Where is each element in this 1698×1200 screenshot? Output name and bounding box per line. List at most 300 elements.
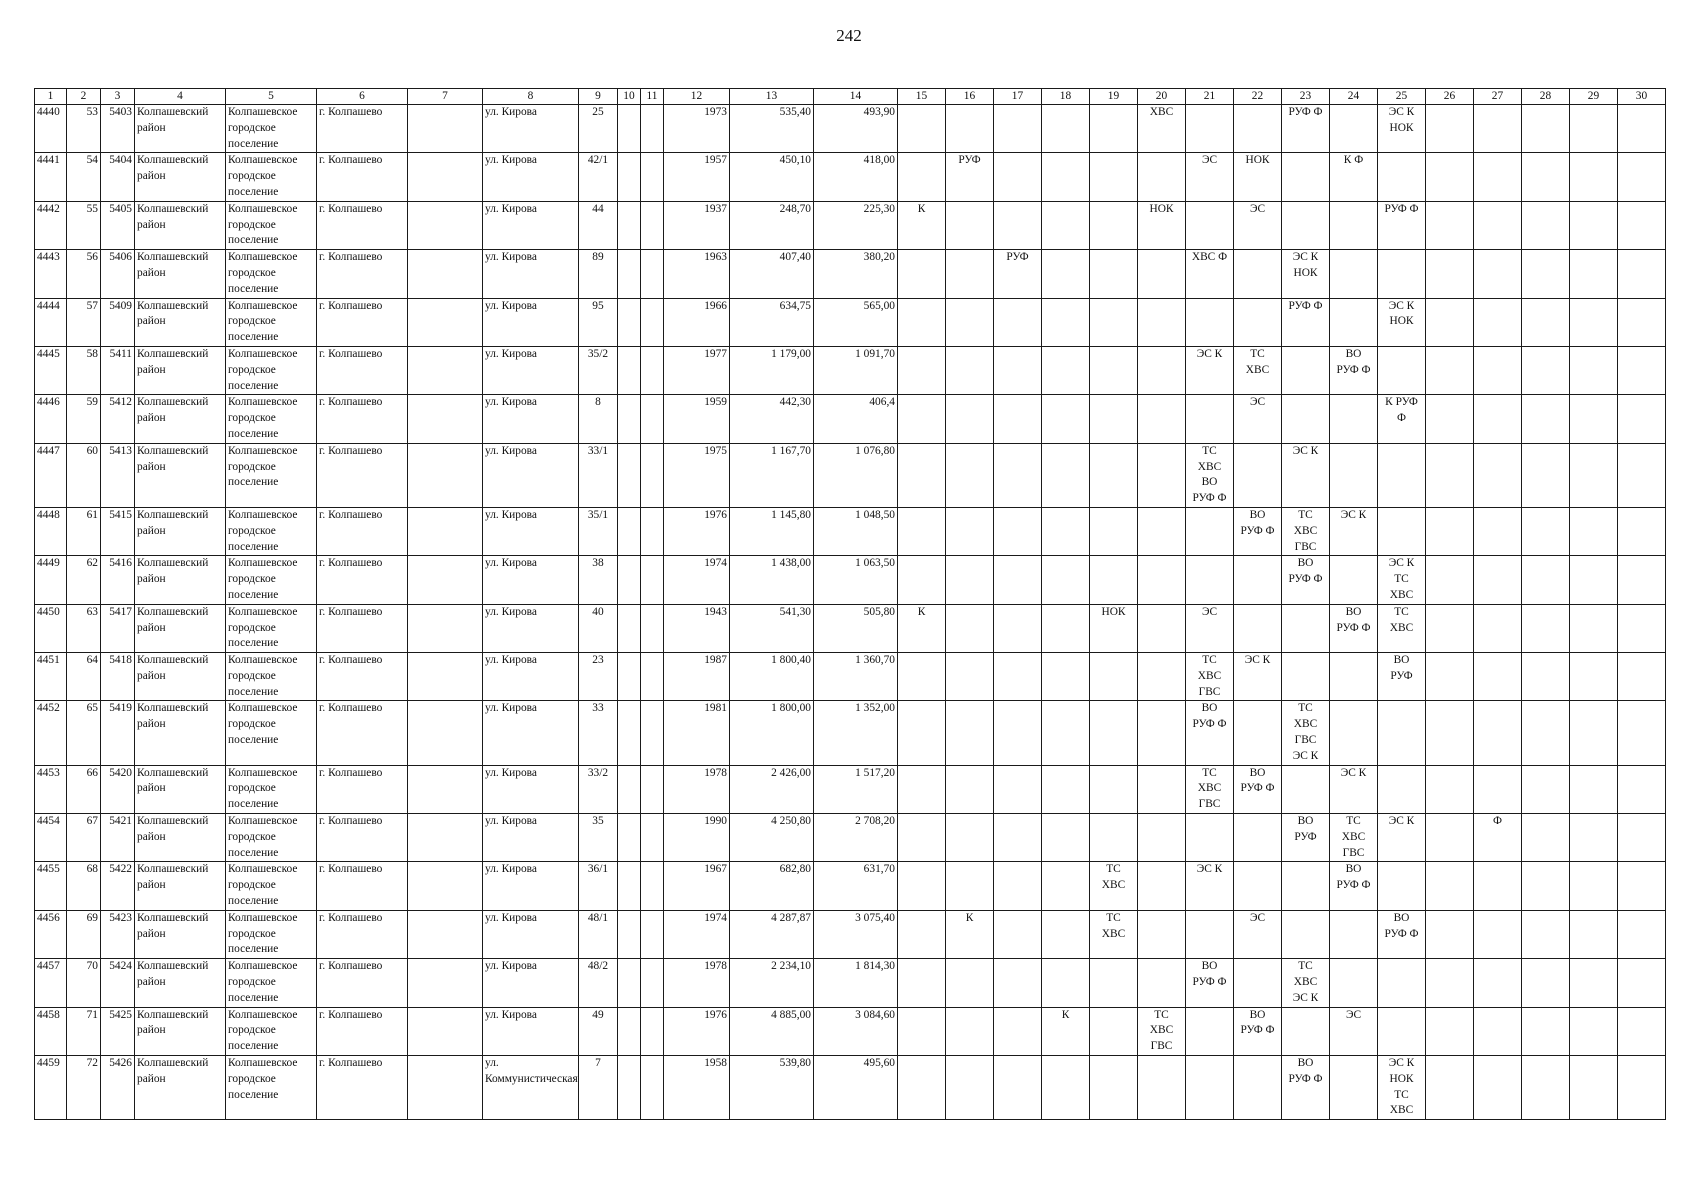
- column-header-15: 15: [898, 89, 946, 105]
- cell-value: 40: [592, 605, 604, 618]
- cell-value: 54: [86, 154, 98, 167]
- table-cell-col-3: [101, 507, 135, 555]
- cell-value: 95: [592, 299, 604, 312]
- cell-value: ВО РУФ Ф: [1384, 911, 1419, 940]
- table-cell-col-21: [1186, 201, 1234, 249]
- table-cell-col-26: [1426, 346, 1474, 394]
- table-row: [35, 346, 1666, 394]
- table-cell-col-29: [1570, 201, 1618, 249]
- cell-value: 1 048,50: [855, 508, 895, 521]
- cell-value: 5418: [109, 654, 132, 667]
- table-cell-col-24: [1330, 250, 1378, 298]
- table-cell-col-28: [1522, 604, 1570, 652]
- cell-value: г. Колпашево: [319, 654, 383, 667]
- table-cell-col-27: [1474, 959, 1522, 1007]
- table-cell-col-24: [1330, 910, 1378, 958]
- cell-value: 2 426,00: [771, 766, 811, 779]
- table-row: [35, 443, 1666, 507]
- table-cell-col-11: [641, 1056, 664, 1120]
- table-cell-col-12: [664, 604, 730, 652]
- table-cell-col-25: [1378, 604, 1426, 652]
- table-cell-col-4: [135, 1056, 226, 1120]
- table-cell-col-25: [1378, 298, 1426, 346]
- table-cell-col-7: [408, 443, 483, 507]
- table-cell-col-26: [1426, 298, 1474, 346]
- cell-value: г. Колпашево: [319, 605, 383, 618]
- cell-value: 5419: [109, 702, 132, 715]
- cell-value: 2 234,10: [771, 960, 811, 973]
- table-cell-col-18: [1042, 443, 1090, 507]
- table-cell-col-18: [1042, 507, 1090, 555]
- table-cell-col-12: [664, 250, 730, 298]
- table-cell-col-20: [1138, 153, 1186, 201]
- table-cell-col-27: [1474, 105, 1522, 153]
- table-cell-col-7: [408, 153, 483, 201]
- cell-value: 4 287,87: [771, 911, 811, 924]
- table-cell-col-29: [1570, 1056, 1618, 1120]
- cell-value: 5425: [109, 1008, 132, 1021]
- cell-value: 66: [86, 766, 98, 779]
- cell-value: 1987: [704, 654, 727, 667]
- table-cell-col-6: [317, 201, 408, 249]
- cell-value: 1 800,00: [771, 702, 811, 715]
- housing-registry-table: [34, 88, 1666, 1120]
- table-cell-col-27: [1474, 395, 1522, 443]
- table-cell-col-25: [1378, 765, 1426, 813]
- table-cell-col-29: [1570, 653, 1618, 701]
- table-cell-col-3: [101, 959, 135, 1007]
- table-cell-col-2: [67, 1056, 101, 1120]
- table-cell-col-11: [641, 153, 664, 201]
- table-cell-col-11: [641, 604, 664, 652]
- cell-value: Колпашевское городское поселение: [228, 251, 298, 295]
- table-cell-col-21: [1186, 604, 1234, 652]
- table-cell-col-17: [994, 250, 1042, 298]
- cell-value: Колпашевское городское поселение: [228, 654, 298, 698]
- cell-value: 71: [86, 1008, 98, 1021]
- table-cell-col-1: [35, 105, 67, 153]
- cell-value: 1 360,70: [855, 654, 895, 667]
- table-cell-col-27: [1474, 298, 1522, 346]
- table-cell-col-24: [1330, 701, 1378, 765]
- table-cell-col-11: [641, 250, 664, 298]
- cell-value: Колпашевский район: [137, 1057, 209, 1085]
- table-cell-col-18: [1042, 604, 1090, 652]
- table-cell-col-16: [946, 653, 994, 701]
- cell-value: 4444: [37, 299, 60, 312]
- table-cell-col-14: [814, 765, 898, 813]
- cell-value: 5415: [109, 508, 132, 521]
- cell-value: НОК: [1245, 154, 1270, 167]
- cell-value: 49: [592, 1008, 604, 1021]
- table-cell-col-23: [1282, 105, 1330, 153]
- table-cell-col-4: [135, 701, 226, 765]
- cell-value: ТС ХВС ВО РУФ Ф: [1192, 444, 1227, 505]
- cell-value: РУФ Ф: [1288, 106, 1323, 118]
- cell-value: ул. Коммунистическая: [485, 1057, 578, 1085]
- table-cell-col-14: [814, 959, 898, 1007]
- table-cell-col-19: [1090, 395, 1138, 443]
- table-cell-col-26: [1426, 250, 1474, 298]
- table-cell-col-5: [226, 604, 317, 652]
- cell-value: ЭС К НОК ТС ХВС: [1388, 1057, 1415, 1117]
- table-cell-col-26: [1426, 556, 1474, 604]
- table-cell-col-26: [1426, 1007, 1474, 1055]
- cell-value: 1937: [704, 202, 727, 215]
- table-cell-col-18: [1042, 153, 1090, 201]
- cell-value: ТС ХВС: [1101, 911, 1126, 940]
- cell-value: 1 800,40: [771, 654, 811, 667]
- table-cell-col-4: [135, 604, 226, 652]
- cell-value: ТС ХВС: [1101, 863, 1126, 892]
- table-cell-col-30: [1618, 814, 1666, 862]
- table-cell-col-29: [1570, 298, 1618, 346]
- table-cell-col-22: [1234, 701, 1282, 765]
- table-cell-col-30: [1618, 346, 1666, 394]
- table-cell-col-16: [946, 556, 994, 604]
- cell-value: ул. Кирова: [485, 508, 537, 521]
- table-cell-col-17: [994, 814, 1042, 862]
- table-cell-col-15: [898, 604, 946, 652]
- table-cell-col-26: [1426, 814, 1474, 862]
- table-row: [35, 556, 1666, 604]
- cell-value: 23: [592, 654, 604, 667]
- table-cell-col-18: [1042, 250, 1090, 298]
- column-header-8: 8: [483, 89, 579, 105]
- table-cell-col-25: [1378, 250, 1426, 298]
- table-cell-col-29: [1570, 250, 1618, 298]
- table-cell-col-4: [135, 814, 226, 862]
- table-cell-col-25: [1378, 1007, 1426, 1055]
- table-cell-col-8: [483, 250, 579, 298]
- table-cell-col-21: [1186, 346, 1234, 394]
- table-cell-col-11: [641, 201, 664, 249]
- cell-value: 3 084,60: [855, 1008, 895, 1021]
- table-cell-col-8: [483, 701, 579, 765]
- cell-value: 60: [86, 444, 98, 457]
- cell-value: 5406: [109, 251, 132, 264]
- cell-value: 4456: [37, 911, 60, 924]
- table-cell-col-8: [483, 604, 579, 652]
- table-cell-col-22: [1234, 346, 1282, 394]
- table-cell-col-5: [226, 862, 317, 910]
- cell-value: г. Колпашево: [319, 557, 383, 570]
- table-cell-col-1: [35, 298, 67, 346]
- table-cell-col-13: [730, 556, 814, 604]
- table-cell-col-19: [1090, 814, 1138, 862]
- table-cell-col-3: [101, 701, 135, 765]
- table-cell-col-2: [67, 250, 101, 298]
- table-cell-col-1: [35, 1056, 67, 1120]
- table-cell-col-2: [67, 765, 101, 813]
- table-cell-col-6: [317, 910, 408, 958]
- column-header-10: 10: [618, 89, 641, 105]
- table-cell-col-6: [317, 1007, 408, 1055]
- cell-value: 535,40: [779, 106, 811, 118]
- table-cell-col-17: [994, 701, 1042, 765]
- table-cell-col-29: [1570, 765, 1618, 813]
- table-cell-col-10: [618, 556, 641, 604]
- table-cell-col-11: [641, 298, 664, 346]
- table-cell-col-18: [1042, 910, 1090, 958]
- cell-value: 3 075,40: [855, 911, 895, 924]
- cell-value: 1977: [704, 347, 727, 360]
- cell-value: 42/1: [587, 154, 609, 167]
- table-cell-col-26: [1426, 862, 1474, 910]
- table-cell-col-17: [994, 604, 1042, 652]
- table-cell-col-14: [814, 395, 898, 443]
- column-header-18: 18: [1042, 89, 1090, 105]
- page-number: 242: [836, 26, 862, 45]
- table-cell-col-20: [1138, 556, 1186, 604]
- column-header-20: 20: [1138, 89, 1186, 105]
- table-cell-col-22: [1234, 862, 1282, 910]
- table-cell-col-19: [1090, 701, 1138, 765]
- table-cell-col-17: [994, 765, 1042, 813]
- table-cell-col-5: [226, 765, 317, 813]
- table-cell-col-19: [1090, 910, 1138, 958]
- table-cell-col-5: [226, 1056, 317, 1120]
- table-cell-col-17: [994, 862, 1042, 910]
- table-cell-col-12: [664, 765, 730, 813]
- cell-value: Колпашевское городское поселение: [228, 508, 298, 553]
- cell-value: ВО РУФ Ф: [1240, 766, 1275, 795]
- table-cell-col-12: [664, 153, 730, 201]
- table-cell-col-16: [946, 959, 994, 1007]
- cell-value: 4451: [37, 654, 60, 667]
- table-cell-col-13: [730, 959, 814, 1007]
- table-cell-col-3: [101, 250, 135, 298]
- table-cell-col-20: [1138, 814, 1186, 862]
- table-cell-col-2: [67, 862, 101, 910]
- cell-value: Колпашевский район: [137, 702, 209, 731]
- table-cell-col-26: [1426, 653, 1474, 701]
- table-cell-col-22: [1234, 1056, 1282, 1120]
- table-cell-col-5: [226, 910, 317, 958]
- table-cell-col-8: [483, 765, 579, 813]
- table-cell-col-9: [579, 765, 618, 813]
- table-cell-col-14: [814, 1007, 898, 1055]
- table-cell-col-27: [1474, 250, 1522, 298]
- table-cell-col-6: [317, 604, 408, 652]
- table-cell-col-4: [135, 105, 226, 153]
- cell-value: 493,90: [863, 106, 895, 118]
- table-cell-col-30: [1618, 1007, 1666, 1055]
- table-cell-col-11: [641, 105, 664, 153]
- cell-value: Колпашевский район: [137, 154, 209, 183]
- table-cell-col-12: [664, 701, 730, 765]
- column-header-30: 30: [1618, 89, 1666, 105]
- table-row: [35, 1007, 1666, 1055]
- table-cell-col-20: [1138, 346, 1186, 394]
- table-cell-col-20: [1138, 507, 1186, 555]
- table-cell-col-21: [1186, 443, 1234, 507]
- table-cell-col-11: [641, 814, 664, 862]
- cell-value: 89: [592, 251, 604, 264]
- table-cell-col-3: [101, 765, 135, 813]
- table-cell-col-2: [67, 395, 101, 443]
- table-row: [35, 153, 1666, 201]
- table-cell-col-30: [1618, 701, 1666, 765]
- table-cell-col-9: [579, 298, 618, 346]
- table-cell-col-18: [1042, 701, 1090, 765]
- table-cell-col-16: [946, 862, 994, 910]
- table-cell-col-7: [408, 910, 483, 958]
- table-cell-col-24: [1330, 153, 1378, 201]
- cell-value: Колпашевский район: [137, 251, 209, 279]
- cell-value: 631,70: [863, 863, 895, 876]
- cell-value: 4446: [37, 396, 60, 409]
- table-cell-col-1: [35, 346, 67, 394]
- table-cell-col-6: [317, 765, 408, 813]
- table-cell-col-17: [994, 556, 1042, 604]
- table-cell-col-26: [1426, 105, 1474, 153]
- table-cell-col-7: [408, 556, 483, 604]
- cell-value: 4440: [37, 106, 60, 118]
- table-cell-col-19: [1090, 959, 1138, 1007]
- table-cell-col-8: [483, 153, 579, 201]
- cell-value: ул. Кирова: [485, 557, 537, 570]
- table-cell-col-7: [408, 701, 483, 765]
- table-cell-col-30: [1618, 653, 1666, 701]
- cell-value: Колпашевское городское поселение: [228, 960, 298, 1004]
- column-header-14: 14: [814, 89, 898, 105]
- cell-value: 4449: [37, 557, 60, 570]
- table-cell-col-3: [101, 1007, 135, 1055]
- table-cell-col-4: [135, 556, 226, 604]
- table-cell-col-8: [483, 959, 579, 1007]
- table-cell-col-20: [1138, 395, 1186, 443]
- table-cell-col-24: [1330, 201, 1378, 249]
- cell-value: Колпашевское городское поселение: [228, 202, 298, 247]
- cell-value: ТС ХВС ГВС: [1197, 654, 1222, 698]
- cell-value: ВО РУФ Ф: [1240, 508, 1275, 537]
- cell-value: ул. Кирова: [485, 815, 537, 828]
- table-cell-col-27: [1474, 153, 1522, 201]
- table-cell-col-13: [730, 507, 814, 555]
- cell-value: 5423: [109, 911, 132, 924]
- cell-value: 4448: [37, 508, 60, 521]
- column-header-27: 27: [1474, 89, 1522, 105]
- cell-value: ул. Кирова: [485, 251, 537, 264]
- cell-value: Колпашевский район: [137, 508, 209, 537]
- table-cell-col-16: [946, 250, 994, 298]
- cell-value: 1975: [704, 444, 727, 457]
- table-cell-col-10: [618, 959, 641, 1007]
- cell-value: Колпашевское городское поселение: [228, 766, 298, 811]
- table-cell-col-23: [1282, 653, 1330, 701]
- table-cell-col-9: [579, 862, 618, 910]
- cell-value: ВО РУФ Ф: [1336, 347, 1371, 376]
- cell-value: 1974: [704, 911, 727, 924]
- table-cell-col-15: [898, 201, 946, 249]
- table-cell-col-19: [1090, 153, 1138, 201]
- table-cell-col-19: [1090, 1007, 1138, 1055]
- table-cell-col-9: [579, 556, 618, 604]
- table-cell-col-14: [814, 346, 898, 394]
- table-cell-col-5: [226, 105, 317, 153]
- cell-value: Колпашевский район: [137, 1008, 209, 1037]
- table-cell-col-8: [483, 105, 579, 153]
- table-row: [35, 910, 1666, 958]
- table-cell-col-20: [1138, 701, 1186, 765]
- table-cell-col-20: [1138, 105, 1186, 153]
- table-cell-col-26: [1426, 507, 1474, 555]
- table-cell-col-10: [618, 910, 641, 958]
- table-cell-col-7: [408, 250, 483, 298]
- cell-value: 1 145,80: [771, 508, 811, 521]
- table-cell-col-8: [483, 1007, 579, 1055]
- cell-value: Колпашевский район: [137, 654, 209, 682]
- table-cell-col-12: [664, 298, 730, 346]
- table-cell-col-28: [1522, 105, 1570, 153]
- cell-value: г. Колпашево: [319, 202, 383, 215]
- table-cell-col-15: [898, 346, 946, 394]
- table-cell-col-24: [1330, 814, 1378, 862]
- table-row: [35, 507, 1666, 555]
- table-cell-col-21: [1186, 105, 1234, 153]
- table-cell-col-16: [946, 910, 994, 958]
- table-cell-col-4: [135, 395, 226, 443]
- table-cell-col-20: [1138, 653, 1186, 701]
- cell-value: 505,80: [863, 605, 895, 618]
- table-cell-col-22: [1234, 201, 1282, 249]
- table-cell-col-7: [408, 507, 483, 555]
- table-cell-col-28: [1522, 201, 1570, 249]
- table-cell-col-26: [1426, 604, 1474, 652]
- cell-value: ул. Кирова: [485, 299, 537, 312]
- cell-value: 72: [86, 1057, 98, 1070]
- table-cell-col-1: [35, 653, 67, 701]
- table-cell-col-23: [1282, 250, 1330, 298]
- table-cell-col-20: [1138, 862, 1186, 910]
- cell-value: г. Колпашево: [319, 106, 383, 118]
- cell-value: 541,30: [779, 605, 811, 618]
- table-cell-col-22: [1234, 653, 1282, 701]
- table-cell-col-29: [1570, 814, 1618, 862]
- table-cell-col-21: [1186, 910, 1234, 958]
- table-cell-col-19: [1090, 250, 1138, 298]
- cell-value: К: [965, 911, 974, 924]
- table-row: [35, 604, 1666, 652]
- table-cell-col-27: [1474, 653, 1522, 701]
- table-cell-col-21: [1186, 153, 1234, 201]
- cell-value: 5426: [109, 1057, 132, 1070]
- table-cell-col-10: [618, 346, 641, 394]
- table-cell-col-30: [1618, 105, 1666, 153]
- table-cell-col-3: [101, 201, 135, 249]
- cell-value: 4442: [37, 202, 60, 215]
- cell-value: 1 167,70: [771, 444, 811, 457]
- table-cell-col-9: [579, 1007, 618, 1055]
- table-cell-col-12: [664, 443, 730, 507]
- table-cell-col-10: [618, 701, 641, 765]
- cell-value: ХВС Ф: [1191, 251, 1228, 264]
- table-row: [35, 250, 1666, 298]
- table-cell-col-4: [135, 443, 226, 507]
- table-cell-col-17: [994, 201, 1042, 249]
- table-cell-col-25: [1378, 701, 1426, 765]
- table-cell-col-14: [814, 604, 898, 652]
- cell-value: 7: [595, 1057, 601, 1070]
- cell-value: г. Колпашево: [319, 299, 383, 312]
- table-cell-col-29: [1570, 395, 1618, 443]
- cell-value: Колпашевский район: [137, 557, 209, 586]
- table-cell-col-28: [1522, 395, 1570, 443]
- table-cell-col-3: [101, 153, 135, 201]
- table-cell-col-30: [1618, 604, 1666, 652]
- table-cell-col-24: [1330, 556, 1378, 604]
